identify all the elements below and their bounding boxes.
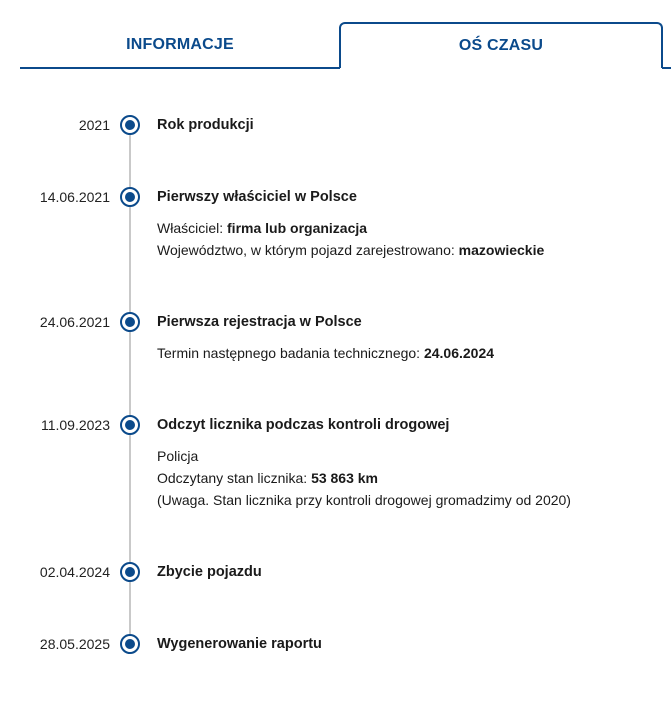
- voivodeship-label: Województwo, w którym pojazd zarejestrowano:: [157, 242, 459, 258]
- event-title: Pierwszy właściciel w Polsce: [157, 189, 357, 205]
- inspection-value: 24.06.2024: [423, 345, 495, 361]
- tab-informacje[interactable]: INFORMACJE: [126, 35, 234, 53]
- owner-value: firma lub organizacja: [227, 220, 368, 236]
- mileage-note: (Uwaga. Stan licznika przy kontroli drogowej gromadzimy od 2020): [157, 492, 571, 508]
- event-date: 28.05.2025: [39, 636, 110, 652]
- event-details: [157, 445, 571, 511]
- voivodeship-value: mazowieckie: [458, 242, 545, 258]
- mileage-label: Odczytany stan licznika:: [157, 470, 312, 486]
- event-title: Wygenerowanie raportu: [157, 636, 322, 652]
- event-title: Pierwsza rejestracja w Polsce: [157, 314, 362, 330]
- mileage-value: 53 863 km: [311, 470, 379, 486]
- owner-label: Właściciel:: [157, 220, 228, 236]
- event-date: 02.04.2024: [39, 564, 110, 580]
- tab-underline-right: [662, 67, 671, 69]
- event-details: [157, 217, 544, 261]
- timeline-dot-icon: [120, 634, 140, 654]
- event-details: [157, 342, 494, 364]
- inspection-row: [157, 342, 494, 364]
- event-title: Rok produkcji: [157, 117, 254, 133]
- mileage-row: [157, 467, 571, 489]
- event-title: Odczyt licznika podczas kontroli drogowej: [157, 417, 450, 433]
- timeline-dot-icon: [120, 312, 140, 332]
- timeline-dot-icon: [120, 115, 140, 135]
- source-row: Policja: [157, 448, 199, 464]
- timeline-dot-icon: [120, 187, 140, 207]
- voivodeship-row: [157, 239, 544, 261]
- owner-row: [157, 217, 544, 239]
- event-date: 14.06.2021: [39, 189, 110, 205]
- timeline-dot-icon: [120, 415, 140, 435]
- event-date: 24.06.2021: [39, 314, 110, 330]
- event-date: 2021: [78, 117, 110, 133]
- event-title: Zbycie pojazdu: [157, 564, 262, 580]
- tab-bar: [0, 0, 671, 70]
- tab-os-czasu[interactable]: OŚ CZASU: [339, 22, 663, 68]
- tab-underline: [20, 67, 340, 69]
- inspection-label: Termin następnego badania technicznego:: [157, 345, 424, 361]
- timeline-dot-icon: [120, 562, 140, 582]
- event-date: 11.09.2023: [40, 417, 110, 433]
